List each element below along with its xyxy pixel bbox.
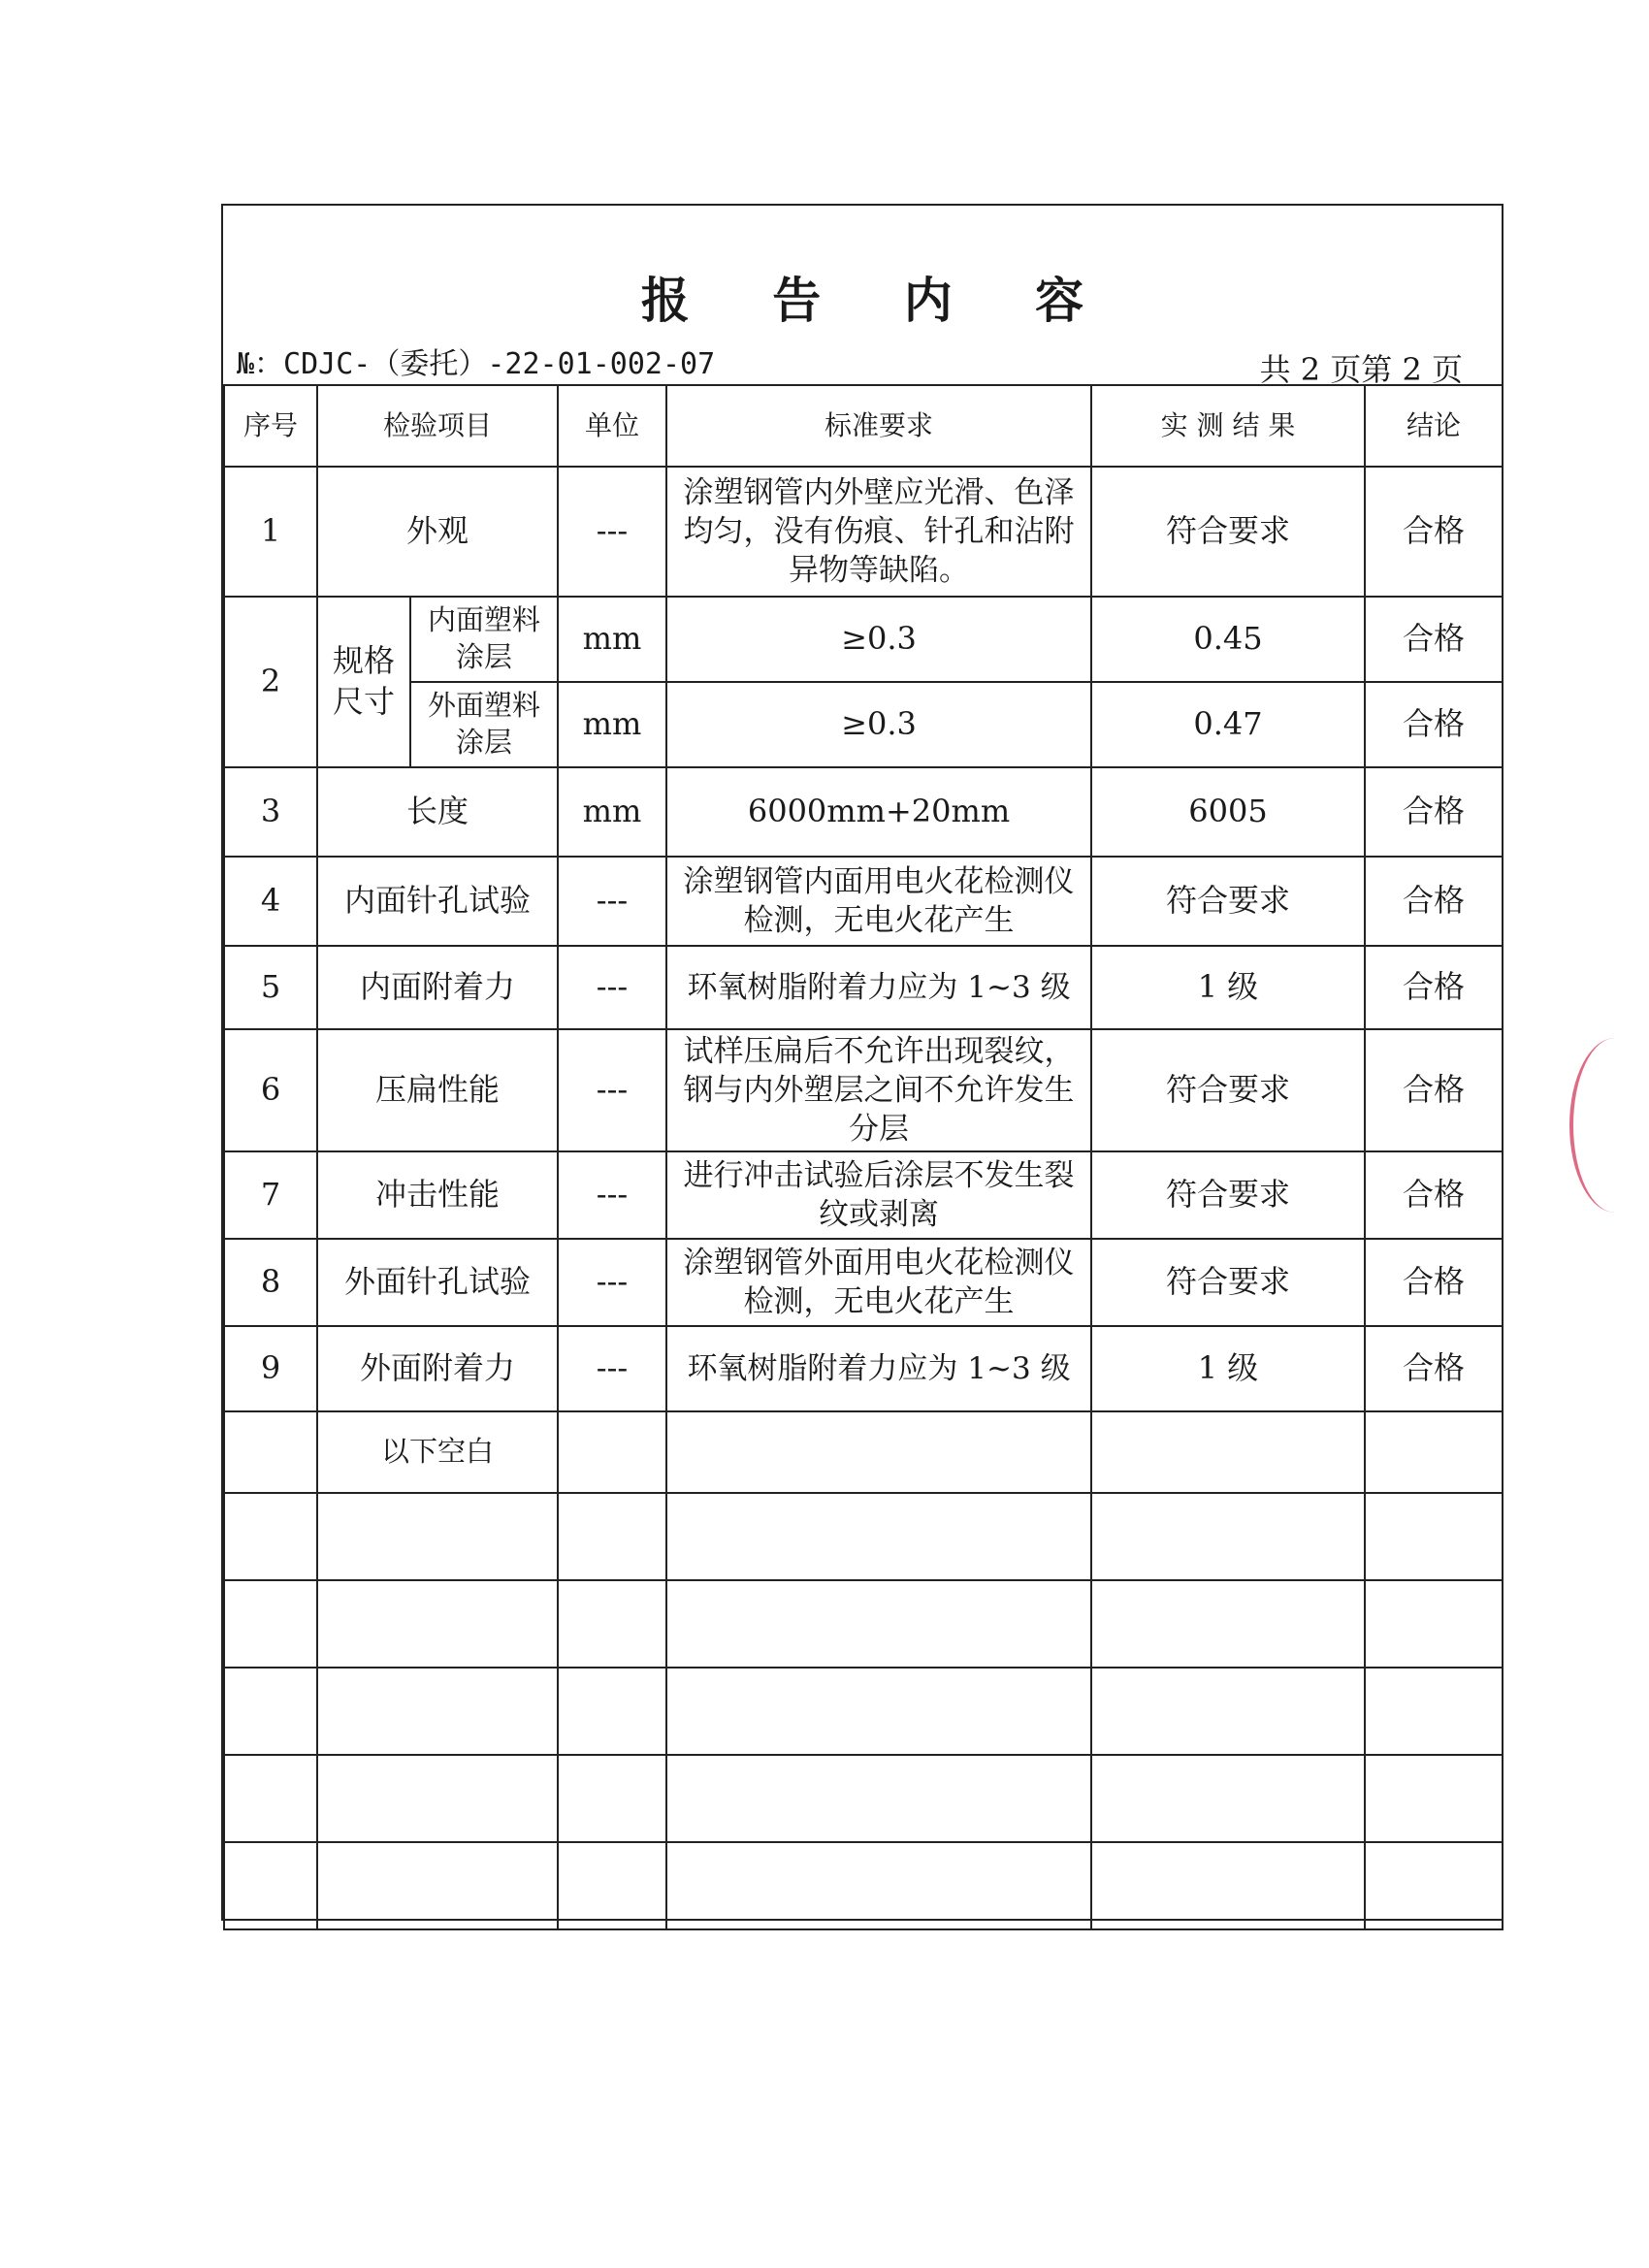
row-conclusion: 合格 [1365, 1239, 1503, 1326]
row-result: 符合要求 [1091, 1151, 1365, 1239]
inspection-table [223, 384, 1504, 1930]
header-seq: 序号 [224, 385, 317, 467]
table-row [224, 467, 1503, 597]
report-number: №：CDJC-（委托）-22-01-002-07 [237, 347, 716, 381]
table-row [224, 946, 1503, 1029]
row-result: 符合要求 [1091, 857, 1365, 946]
row-result: 符合要求 [1091, 1239, 1365, 1326]
row-item: 外面附着力 [317, 1326, 558, 1411]
empty-cell [1091, 1411, 1365, 1493]
empty-cell [558, 1842, 666, 1929]
header-item: 检验项目 [317, 385, 558, 467]
table-row [224, 597, 1503, 682]
table-row [224, 1029, 1503, 1151]
empty-cell [1365, 1842, 1503, 1929]
table-header-row [224, 385, 1503, 467]
row-standard: ≥0.3 [666, 597, 1091, 682]
row-conclusion: 合格 [1365, 467, 1503, 597]
row-subitem: 内面塑料涂层 [410, 597, 558, 682]
table-row-empty [224, 1842, 1503, 1929]
row-conclusion: 合格 [1365, 1151, 1503, 1239]
row-item: 压扁性能 [317, 1029, 558, 1151]
empty-cell [1091, 1668, 1365, 1755]
row-seq: 6 [224, 1029, 317, 1151]
row-item: 外观 [317, 467, 558, 597]
header-unit: 单位 [558, 385, 666, 467]
empty-cell [1091, 1755, 1365, 1842]
table-row [224, 1239, 1503, 1326]
empty-cell [317, 1755, 558, 1842]
row-unit: mm [558, 682, 666, 767]
empty-cell [317, 1493, 558, 1580]
row-result: 6005 [1091, 767, 1365, 857]
empty-cell [558, 1493, 666, 1580]
row-seq: 5 [224, 946, 317, 1029]
row-seq: 8 [224, 1239, 317, 1326]
empty-cell [1365, 1580, 1503, 1668]
row-result: 1 级 [1091, 946, 1365, 1029]
row-seq: 1 [224, 467, 317, 597]
empty-cell [558, 1411, 666, 1493]
empty-cell [666, 1580, 1091, 1668]
row-seq: 2 [224, 597, 317, 767]
row-conclusion: 合格 [1365, 946, 1503, 1029]
row-conclusion: 合格 [1365, 767, 1503, 857]
table-row-empty [224, 1755, 1503, 1842]
row-standard: 涂塑钢管内面用电火花检测仪检测，无电火花产生 [666, 857, 1091, 946]
empty-cell [666, 1493, 1091, 1580]
empty-cell [1091, 1842, 1365, 1929]
row-seq: 4 [224, 857, 317, 946]
empty-cell [1091, 1493, 1365, 1580]
table-row [224, 857, 1503, 946]
row-unit: --- [558, 1326, 666, 1411]
table-row-empty [224, 1493, 1503, 1580]
empty-cell [317, 1842, 558, 1929]
table-row-empty [224, 1580, 1503, 1668]
table-row [224, 1326, 1503, 1411]
blank-note: 以下空白 [317, 1411, 558, 1493]
empty-cell [558, 1580, 666, 1668]
empty-cell [666, 1411, 1091, 1493]
row-unit: --- [558, 1029, 666, 1151]
row-standard: 环氧树脂附着力应为 1~3 级 [666, 946, 1091, 1029]
table-row-blank-note [224, 1411, 1503, 1493]
row-standard: ≥0.3 [666, 682, 1091, 767]
row-item: 冲击性能 [317, 1151, 558, 1239]
row-item-group: 规格尺寸 [317, 597, 410, 767]
table-row-empty [224, 1668, 1503, 1755]
row-standard: 进行冲击试验后涂层不发生裂纹或剥离 [666, 1151, 1091, 1239]
empty-cell [317, 1580, 558, 1668]
row-conclusion: 合格 [1365, 1029, 1503, 1151]
report-frame [221, 204, 1504, 1921]
row-conclusion: 合格 [1365, 597, 1503, 682]
empty-cell [1365, 1493, 1503, 1580]
header-result: 实 测 结 果 [1091, 385, 1365, 467]
empty-cell [224, 1668, 317, 1755]
empty-cell [224, 1755, 317, 1842]
row-result: 符合要求 [1091, 1029, 1365, 1151]
row-unit: --- [558, 1239, 666, 1326]
empty-cell [666, 1842, 1091, 1929]
row-item: 长度 [317, 767, 558, 857]
empty-cell [558, 1668, 666, 1755]
row-result: 符合要求 [1091, 467, 1365, 597]
row-conclusion: 合格 [1365, 857, 1503, 946]
row-conclusion: 合格 [1365, 682, 1503, 767]
row-unit: --- [558, 1151, 666, 1239]
row-seq: 3 [224, 767, 317, 857]
header-standard: 标准要求 [666, 385, 1091, 467]
header-conclusion: 结论 [1365, 385, 1503, 467]
row-standard: 环氧树脂附着力应为 1~3 级 [666, 1326, 1091, 1411]
row-item: 内面附着力 [317, 946, 558, 1029]
row-standard: 涂塑钢管内外壁应光滑、色泽均匀，没有伤痕、针孔和沾附异物等缺陷。 [666, 467, 1091, 597]
row-standard: 6000mm+20mm [666, 767, 1091, 857]
row-result: 0.45 [1091, 597, 1365, 682]
table-row [224, 682, 1503, 767]
empty-cell [224, 1411, 317, 1493]
page-count: 共 2 页第 2 页 [1259, 351, 1463, 388]
row-unit: --- [558, 946, 666, 1029]
empty-cell [224, 1842, 317, 1929]
table-row [224, 767, 1503, 857]
row-unit: mm [558, 767, 666, 857]
empty-cell [666, 1668, 1091, 1755]
empty-cell [1365, 1755, 1503, 1842]
seal-stamp-edge [1569, 1038, 1649, 1213]
row-item: 外面针孔试验 [317, 1239, 558, 1326]
report-title: 报 告 内 容 [640, 272, 1117, 329]
empty-cell [1365, 1411, 1503, 1493]
empty-cell [317, 1668, 558, 1755]
row-seq: 7 [224, 1151, 317, 1239]
row-item: 内面针孔试验 [317, 857, 558, 946]
row-unit: mm [558, 597, 666, 682]
row-subitem: 外面塑料涂层 [410, 682, 558, 767]
row-conclusion: 合格 [1365, 1326, 1503, 1411]
empty-cell [224, 1580, 317, 1668]
empty-cell [1365, 1668, 1503, 1755]
row-unit: --- [558, 857, 666, 946]
row-unit: --- [558, 467, 666, 597]
row-standard: 试样压扁后不允许出现裂纹，钢与内外塑层之间不允许发生分层 [666, 1029, 1091, 1151]
empty-cell [666, 1755, 1091, 1842]
empty-cell [224, 1493, 317, 1580]
table-row [224, 1151, 1503, 1239]
empty-cell [558, 1755, 666, 1842]
row-result: 0.47 [1091, 682, 1365, 767]
row-result: 1 级 [1091, 1326, 1365, 1411]
row-seq: 9 [224, 1326, 317, 1411]
row-standard: 涂塑钢管外面用电火花检测仪检测，无电火花产生 [666, 1239, 1091, 1326]
empty-cell [1091, 1580, 1365, 1668]
